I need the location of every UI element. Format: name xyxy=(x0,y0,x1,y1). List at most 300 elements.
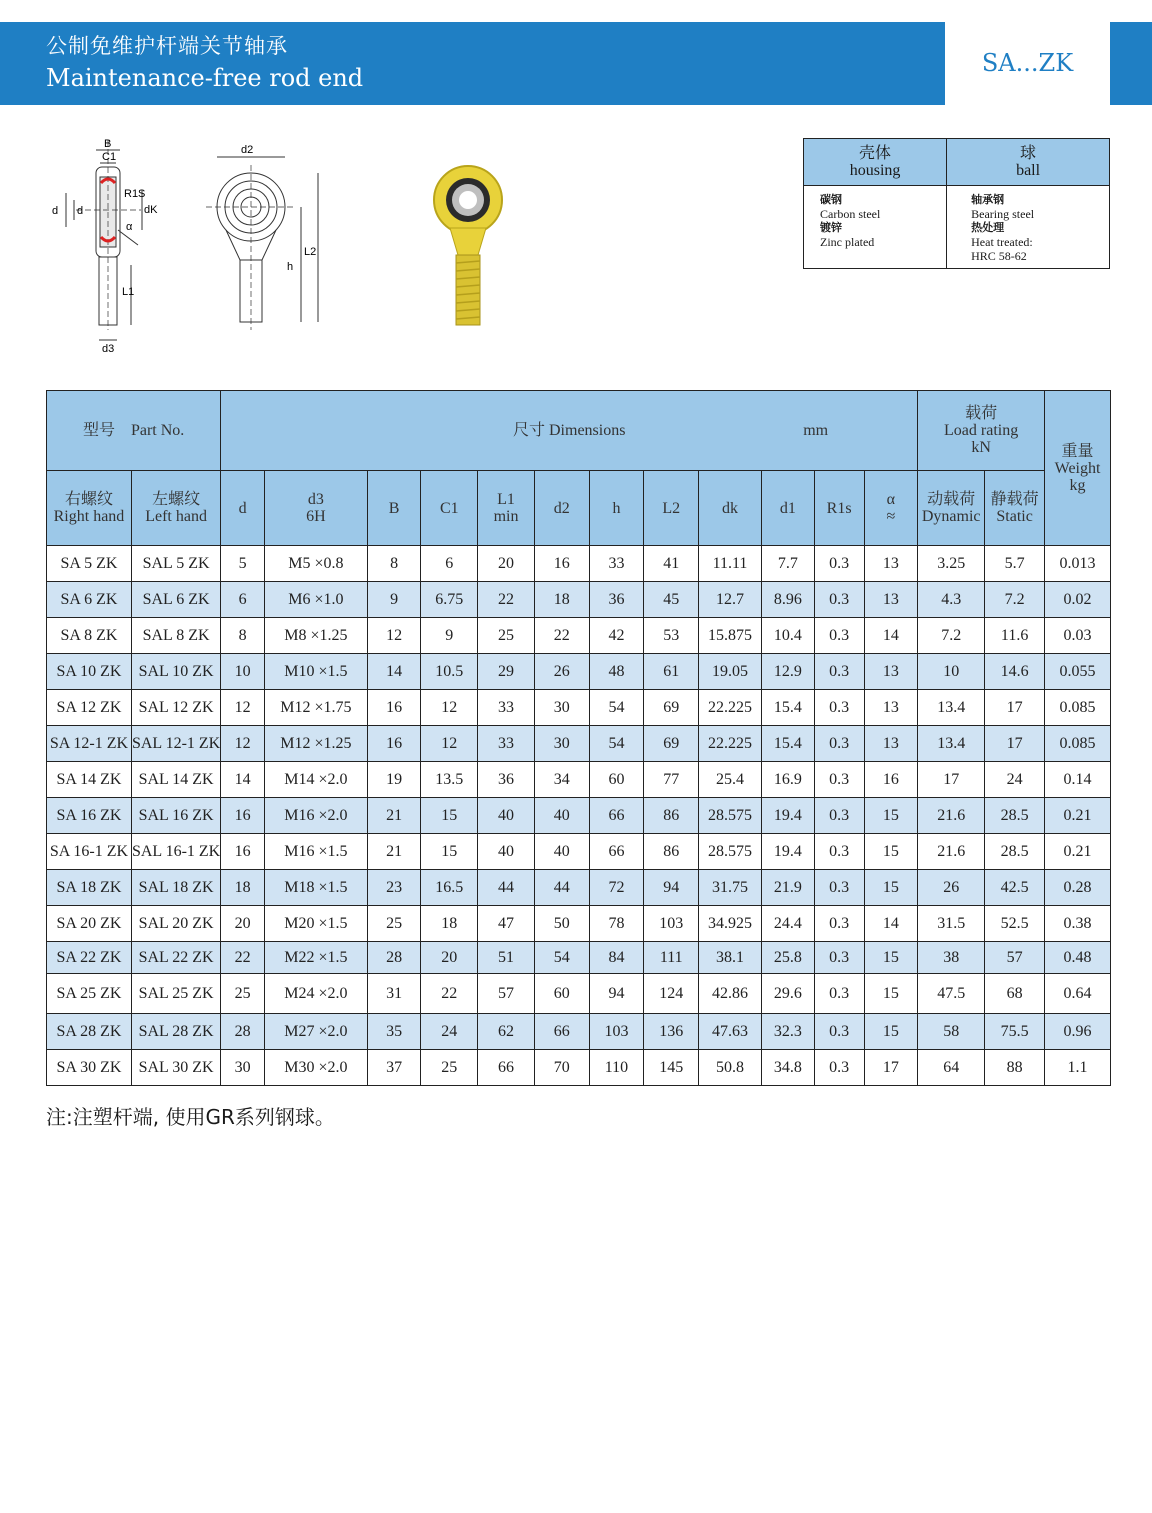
table-cell: 40 xyxy=(478,834,535,870)
table-cell: 0.64 xyxy=(1045,974,1111,1014)
table-cell: M14 ×2.0 xyxy=(265,762,368,798)
table-cell: 28.5 xyxy=(985,798,1045,834)
part-no-header: 型号 Part No. xyxy=(47,391,221,471)
table-cell: 16 xyxy=(221,834,265,870)
table-cell: 22 xyxy=(421,974,478,1014)
table-cell: 54 xyxy=(589,726,644,762)
table-cell: 62 xyxy=(478,1014,535,1050)
table-cell: 47.63 xyxy=(699,1014,762,1050)
table-cell: 86 xyxy=(644,798,699,834)
table-cell: 51 xyxy=(478,942,535,974)
material-table xyxy=(803,138,1110,269)
table-cell: 0.3 xyxy=(814,690,864,726)
d3-label: d3 xyxy=(307,491,324,508)
table-cell: 21 xyxy=(367,798,421,834)
table-cell: 54 xyxy=(534,942,589,974)
table-cell: 0.3 xyxy=(814,942,864,974)
col-alpha xyxy=(864,471,918,546)
table-cell: 0.085 xyxy=(1045,726,1111,762)
table-cell: 0.013 xyxy=(1045,546,1111,582)
table-row xyxy=(47,762,1111,798)
table-cell: 36 xyxy=(478,762,535,798)
table-cell: 75.5 xyxy=(985,1014,1045,1050)
table-cell: 77 xyxy=(644,762,699,798)
table-cell: 13.4 xyxy=(918,690,985,726)
table-cell: 0.055 xyxy=(1045,654,1111,690)
table-row xyxy=(47,942,1111,974)
table-row xyxy=(47,690,1111,726)
ball-header xyxy=(947,139,1110,186)
table-cell: 61 xyxy=(644,654,699,690)
table-cell: 60 xyxy=(534,974,589,1014)
table-cell: M24 ×2.0 xyxy=(265,974,368,1014)
left-cn: 左螺纹 xyxy=(152,491,201,508)
table-cell: 12.9 xyxy=(761,654,814,690)
ball-line: 轴承钢 xyxy=(971,194,1005,206)
title-en: Maintenance-free rod end xyxy=(46,64,364,92)
housing-line: Carbon steel xyxy=(820,207,881,221)
table-cell: 111 xyxy=(644,942,699,974)
table-cell: 19 xyxy=(367,762,421,798)
table-cell: 11.11 xyxy=(699,546,762,582)
static-cn: 静载荷 xyxy=(990,491,1039,508)
table-row xyxy=(47,870,1111,906)
housing-line: 碳钢 xyxy=(820,194,842,206)
table-cell: 25.4 xyxy=(699,762,762,798)
table-cell: 0.3 xyxy=(814,906,864,942)
table-cell: 13 xyxy=(864,726,918,762)
col-d2: d2 xyxy=(534,471,589,546)
table-cell: 38.1 xyxy=(699,942,762,974)
table-cell: 42.86 xyxy=(699,974,762,1014)
table-cell: 70 xyxy=(534,1050,589,1086)
table-cell: 15.4 xyxy=(761,690,814,726)
table-cell: 12.7 xyxy=(699,582,762,618)
table-cell: 50 xyxy=(534,906,589,942)
table-cell: 22.225 xyxy=(699,726,762,762)
housing-header xyxy=(804,139,947,186)
dim-label-R1s: R1S xyxy=(124,188,146,200)
housing-en: housing xyxy=(849,162,901,179)
table-cell: 10.5 xyxy=(421,654,478,690)
dim-label-L2: L2 xyxy=(304,246,317,258)
table-cell: SA 8 ZK xyxy=(47,618,132,654)
table-cell: 16 xyxy=(534,546,589,582)
left-en: Left hand xyxy=(145,508,207,525)
table-cell: SA 20 ZK xyxy=(47,906,132,942)
L1-min: min xyxy=(493,508,519,525)
table-cell: 15 xyxy=(864,974,918,1014)
table-cell: SAL 5 ZK xyxy=(131,546,220,582)
table-cell: 28.5 xyxy=(985,834,1045,870)
table-cell: 14.6 xyxy=(985,654,1045,690)
table-cell: 16.5 xyxy=(421,870,478,906)
table-cell: 8 xyxy=(367,546,421,582)
weight-cn: 重量 xyxy=(1061,442,1094,460)
table-cell: 34.925 xyxy=(699,906,762,942)
table-cell: 28.575 xyxy=(699,834,762,870)
table-cell: 30 xyxy=(534,726,589,762)
table-cell: 0.38 xyxy=(1045,906,1111,942)
table-cell: 86 xyxy=(644,834,699,870)
table-cell: 69 xyxy=(644,726,699,762)
table-cell: 16 xyxy=(367,690,421,726)
table-cell: 0.14 xyxy=(1045,762,1111,798)
table-cell: 13 xyxy=(864,582,918,618)
table-row xyxy=(47,618,1111,654)
ball-line: HRC 58-62 xyxy=(971,249,1027,263)
table-cell: 84 xyxy=(589,942,644,974)
table-cell: 29.6 xyxy=(761,974,814,1014)
table-cell: 17 xyxy=(918,762,985,798)
table-cell: 66 xyxy=(534,1014,589,1050)
table-cell: SAL 12 ZK xyxy=(131,690,220,726)
table-cell: 21 xyxy=(367,834,421,870)
table-cell: 26 xyxy=(534,654,589,690)
table-cell: 28 xyxy=(221,1014,265,1050)
table-cell: 0.3 xyxy=(814,1014,864,1050)
table-cell: 16.9 xyxy=(761,762,814,798)
table-cell: 17 xyxy=(985,690,1045,726)
table-cell: 31.75 xyxy=(699,870,762,906)
table-cell: 103 xyxy=(589,1014,644,1050)
table-cell: 14 xyxy=(221,762,265,798)
table-cell: SAL 12-1 ZK xyxy=(131,726,220,762)
table-cell: 57 xyxy=(985,942,1045,974)
table-cell: 18 xyxy=(221,870,265,906)
table-cell: SAL 16 ZK xyxy=(131,798,220,834)
right-cn: 右螺纹 xyxy=(64,491,113,508)
table-cell: 15 xyxy=(864,1014,918,1050)
table-cell: 0.3 xyxy=(814,654,864,690)
table-cell: 30 xyxy=(534,690,589,726)
table-cell: 48 xyxy=(589,654,644,690)
table-cell: SAL 10 ZK xyxy=(131,654,220,690)
table-cell: 66 xyxy=(478,1050,535,1086)
table-cell: 37 xyxy=(367,1050,421,1086)
ball-line: Bearing steel xyxy=(971,207,1035,221)
col-B: B xyxy=(367,471,421,546)
table-cell: SA 25 ZK xyxy=(47,974,132,1014)
dim-label-d2: d2 xyxy=(241,144,254,156)
dim-label-d-inner: d xyxy=(77,205,84,217)
table-cell: SA 30 ZK xyxy=(47,1050,132,1086)
table-cell: 34 xyxy=(534,762,589,798)
table-row xyxy=(47,974,1111,1014)
table-cell: 47 xyxy=(478,906,535,942)
table-cell: 11.6 xyxy=(985,618,1045,654)
table-cell: 14 xyxy=(864,906,918,942)
table-cell: 25 xyxy=(221,974,265,1014)
table-cell: 47.5 xyxy=(918,974,985,1014)
table-row xyxy=(47,1014,1111,1050)
table-cell: 13 xyxy=(864,690,918,726)
table-cell: SA 12 ZK xyxy=(47,690,132,726)
table-cell: 21.6 xyxy=(918,798,985,834)
table-cell: SAL 6 ZK xyxy=(131,582,220,618)
dim-label-alpha: α xyxy=(126,221,133,233)
table-cell: 6 xyxy=(421,546,478,582)
col-d: d xyxy=(221,471,265,546)
table-cell: 103 xyxy=(644,906,699,942)
title-cn: 公制免维护杆端关节轴承 xyxy=(46,34,288,58)
table-cell: 0.085 xyxy=(1045,690,1111,726)
col-static xyxy=(985,471,1045,546)
table-cell: 60 xyxy=(589,762,644,798)
table-cell: M16 ×1.5 xyxy=(265,834,368,870)
table-cell: 8.96 xyxy=(761,582,814,618)
table-cell: 13 xyxy=(864,546,918,582)
table-cell: 6 xyxy=(221,582,265,618)
table-cell: SA 18 ZK xyxy=(47,870,132,906)
load-rating-header xyxy=(918,391,1045,471)
dim-label-C1: C1 xyxy=(102,151,117,163)
unit-mm: mm xyxy=(803,422,829,439)
weight-en: Weight xyxy=(1054,459,1101,477)
table-cell: 15 xyxy=(864,834,918,870)
table-cell: 72 xyxy=(589,870,644,906)
table-cell: 22.225 xyxy=(699,690,762,726)
table-cell: 24 xyxy=(985,762,1045,798)
alpha-approx: ≈ xyxy=(886,508,896,525)
table-cell: 19.05 xyxy=(699,654,762,690)
dim-label-B: B xyxy=(104,138,112,150)
table-cell: 41 xyxy=(644,546,699,582)
table-cell: 145 xyxy=(644,1050,699,1086)
table-cell: M18 ×1.5 xyxy=(265,870,368,906)
table-cell: 0.96 xyxy=(1045,1014,1111,1050)
table-cell: 0.02 xyxy=(1045,582,1111,618)
table-cell: 66 xyxy=(589,834,644,870)
table-cell: 12 xyxy=(221,690,265,726)
table-cell: 19.4 xyxy=(761,834,814,870)
table-cell: 38 xyxy=(918,942,985,974)
table-cell: 23 xyxy=(367,870,421,906)
table-cell: M6 ×1.0 xyxy=(265,582,368,618)
table-cell: SAL 8 ZK xyxy=(131,618,220,654)
table-cell: M22 ×1.5 xyxy=(265,942,368,974)
table-cell: M10 ×1.5 xyxy=(265,654,368,690)
table-cell: 16 xyxy=(864,762,918,798)
table-cell: 21.9 xyxy=(761,870,814,906)
product-photo xyxy=(420,160,510,330)
table-cell: 57 xyxy=(478,974,535,1014)
table-cell: 33 xyxy=(589,546,644,582)
table-cell: 16 xyxy=(367,726,421,762)
table-cell: 53 xyxy=(644,618,699,654)
col-L2: L2 xyxy=(644,471,699,546)
table-cell: 54 xyxy=(589,690,644,726)
ball-en: ball xyxy=(1016,162,1041,179)
table-cell: M8 ×1.25 xyxy=(265,618,368,654)
spec-table xyxy=(46,390,1111,1086)
table-cell: M12 ×1.75 xyxy=(265,690,368,726)
table-cell: 33 xyxy=(478,690,535,726)
table-cell: 94 xyxy=(589,974,644,1014)
L1-label: L1 xyxy=(497,491,515,508)
table-cell: 9 xyxy=(421,618,478,654)
table-cell: SAL 20 ZK xyxy=(131,906,220,942)
table-cell: 0.28 xyxy=(1045,870,1111,906)
table-cell: 10 xyxy=(918,654,985,690)
table-row xyxy=(47,546,1111,582)
table-cell: SA 22 ZK xyxy=(47,942,132,974)
table-cell: 14 xyxy=(367,654,421,690)
table-cell: 0.48 xyxy=(1045,942,1111,974)
table-cell: 24.4 xyxy=(761,906,814,942)
table-cell: 15 xyxy=(864,870,918,906)
table-cell: M12 ×1.25 xyxy=(265,726,368,762)
table-cell: SA 28 ZK xyxy=(47,1014,132,1050)
col-C1: C1 xyxy=(421,471,478,546)
table-cell: 110 xyxy=(589,1050,644,1086)
table-row xyxy=(47,834,1111,870)
table-cell: 0.21 xyxy=(1045,834,1111,870)
header-tab xyxy=(1110,22,1152,105)
table-cell: 3.25 xyxy=(918,546,985,582)
table-cell: SA 5 ZK xyxy=(47,546,132,582)
table-cell: 31 xyxy=(367,974,421,1014)
table-cell: 29 xyxy=(478,654,535,690)
table-cell: 20 xyxy=(421,942,478,974)
table-cell: 12 xyxy=(421,726,478,762)
col-R1s: R1s xyxy=(814,471,864,546)
spec-table-body xyxy=(47,546,1111,1086)
technical-drawing xyxy=(46,135,346,360)
col-h: h xyxy=(589,471,644,546)
table-cell: 35 xyxy=(367,1014,421,1050)
table-cell: 15 xyxy=(864,798,918,834)
ball-line: 热处理 xyxy=(971,222,1005,234)
static-en: Static xyxy=(996,508,1033,525)
table-cell: 22 xyxy=(534,618,589,654)
table-cell: 0.3 xyxy=(814,546,864,582)
table-cell: 10.4 xyxy=(761,618,814,654)
alpha-label: α xyxy=(886,491,896,508)
col-right-hand xyxy=(47,471,132,546)
table-cell: 94 xyxy=(644,870,699,906)
footnote: 注:注塑杆端, 使用GR系列钢球。 xyxy=(46,1105,335,1129)
col-d1: d1 xyxy=(761,471,814,546)
table-cell: 30 xyxy=(221,1050,265,1086)
table-cell: SAL 18 ZK xyxy=(131,870,220,906)
table-cell: 42.5 xyxy=(985,870,1045,906)
table-cell: 28 xyxy=(367,942,421,974)
table-row xyxy=(47,798,1111,834)
table-cell: 22 xyxy=(478,582,535,618)
table-cell: 6.75 xyxy=(421,582,478,618)
table-cell: 88 xyxy=(985,1050,1045,1086)
table-cell: 32.3 xyxy=(761,1014,814,1050)
table-cell: 19.4 xyxy=(761,798,814,834)
dynamic-en: Dynamic xyxy=(921,508,981,525)
table-cell: 42 xyxy=(589,618,644,654)
table-cell: SA 12-1 ZK xyxy=(47,726,132,762)
table-cell: 18 xyxy=(421,906,478,942)
table-cell: 45 xyxy=(644,582,699,618)
weight-unit: kg xyxy=(1069,476,1086,494)
table-cell: SAL 16-1 ZK xyxy=(131,834,220,870)
table-row xyxy=(47,654,1111,690)
table-cell: 0.3 xyxy=(814,582,864,618)
table-cell: SAL 28 ZK xyxy=(131,1014,220,1050)
table-cell: SA 16 ZK xyxy=(47,798,132,834)
table-cell: 17 xyxy=(985,726,1045,762)
col-d3 xyxy=(265,471,368,546)
table-cell: 16 xyxy=(221,798,265,834)
table-cell: 66 xyxy=(589,798,644,834)
load-unit: kN xyxy=(971,439,991,456)
table-cell: SAL 14 ZK xyxy=(131,762,220,798)
table-cell: 13.4 xyxy=(918,726,985,762)
load-en: Load rating xyxy=(944,422,1019,439)
table-cell: 44 xyxy=(534,870,589,906)
table-cell: 15.4 xyxy=(761,726,814,762)
table-cell: SAL 30 ZK xyxy=(131,1050,220,1086)
dim-label-L1: L1 xyxy=(122,286,135,298)
dim-label-d: d xyxy=(52,205,59,217)
table-cell: M30 ×2.0 xyxy=(265,1050,368,1086)
table-cell: 15.875 xyxy=(699,618,762,654)
table-cell: SA 6 ZK xyxy=(47,582,132,618)
table-cell: 1.1 xyxy=(1045,1050,1111,1086)
table-cell: 0.3 xyxy=(814,798,864,834)
table-cell: 10 xyxy=(221,654,265,690)
table-cell: 21.6 xyxy=(918,834,985,870)
table-cell: 15 xyxy=(421,834,478,870)
table-cell: 124 xyxy=(644,974,699,1014)
housing-material xyxy=(804,186,947,269)
table-cell: 68 xyxy=(985,974,1045,1014)
table-cell: 64 xyxy=(918,1050,985,1086)
table-cell: 40 xyxy=(534,834,589,870)
table-cell: 0.3 xyxy=(814,834,864,870)
table-cell: 12 xyxy=(367,618,421,654)
ball-material xyxy=(947,186,1110,269)
series-code: SA...ZK xyxy=(981,49,1074,77)
col-dk: dk xyxy=(699,471,762,546)
table-cell: 13 xyxy=(864,654,918,690)
table-cell: 58 xyxy=(918,1014,985,1050)
dimensions-label: 尺寸 Dimensions xyxy=(513,422,626,439)
table-cell: SAL 25 ZK xyxy=(131,974,220,1014)
housing-line: Zinc plated xyxy=(820,235,875,249)
table-cell: M20 ×1.5 xyxy=(265,906,368,942)
housing-line: 镀锌 xyxy=(820,222,842,234)
table-cell: 69 xyxy=(644,690,699,726)
table-cell: 25 xyxy=(367,906,421,942)
table-row xyxy=(47,1050,1111,1086)
table-cell: 0.3 xyxy=(814,870,864,906)
table-cell: 28.575 xyxy=(699,798,762,834)
table-cell: M27 ×2.0 xyxy=(265,1014,368,1050)
table-cell: 7.2 xyxy=(985,582,1045,618)
table-cell: 5.7 xyxy=(985,546,1045,582)
table-cell: 50.8 xyxy=(699,1050,762,1086)
table-cell: SA 10 ZK xyxy=(47,654,132,690)
table-cell: 17 xyxy=(864,1050,918,1086)
table-cell: 26 xyxy=(918,870,985,906)
ball-line: Heat treated: xyxy=(971,235,1033,249)
table-cell: 0.3 xyxy=(814,974,864,1014)
table-cell: 36 xyxy=(589,582,644,618)
d3-tolerance: 6H xyxy=(306,508,326,525)
table-cell: 20 xyxy=(221,906,265,942)
col-dynamic xyxy=(918,471,985,546)
table-cell: 7.7 xyxy=(761,546,814,582)
table-cell: 25 xyxy=(421,1050,478,1086)
table-cell: 9 xyxy=(367,582,421,618)
